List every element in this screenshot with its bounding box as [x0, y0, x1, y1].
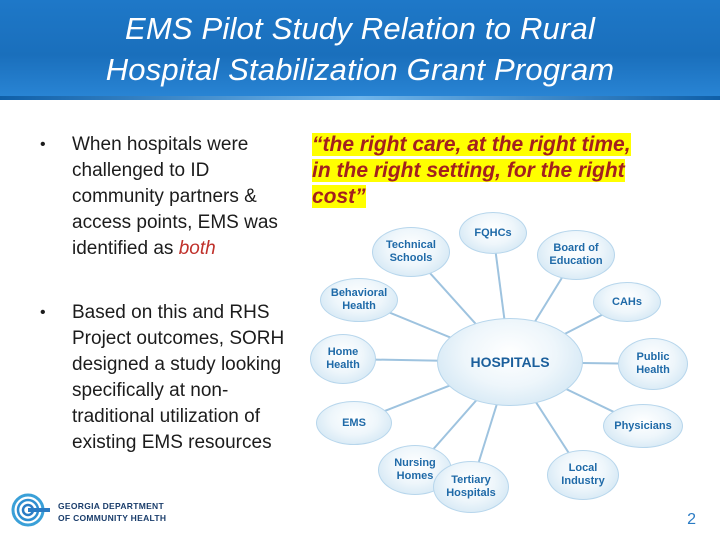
node-behavioral-health: Behavioral Health	[320, 278, 398, 322]
logo-text-line-2: OF COMMUNITY HEALTH	[58, 513, 167, 523]
node-ems: EMS	[316, 401, 392, 445]
quote-line-3: cost”	[312, 185, 366, 208]
node-hospitals: HOSPITALS	[437, 318, 583, 406]
department-logo	[10, 492, 180, 530]
bullet-list	[40, 132, 290, 456]
bullet-item-2-text: Based on this and RHS Project outcomes, SORH designed a study looking specifically at non-traditional utilization of existing EMS resources	[72, 302, 285, 453]
node-home-health: Home Health	[310, 334, 376, 384]
node-board-of-education: Board of Education	[537, 230, 615, 280]
logo-text-line-1: GEORGIA DEPARTMENT	[58, 501, 164, 511]
bullet-item-2	[40, 300, 290, 456]
bullet-item-1-emphasis: both	[178, 238, 216, 259]
node-nursing-homes: Nursing Homes	[378, 445, 452, 495]
node-tertiary-hospitals: Tertiary Hospitals	[433, 461, 509, 513]
slide-title-line-2: Hospital Stabilization Grant Program	[105, 52, 615, 87]
page-number: 2	[687, 511, 696, 528]
quote-line-2: in the right setting, for the right	[312, 159, 625, 182]
node-cahs: CAHs	[593, 282, 661, 322]
bullet-item-1-text: When hospitals were challenged to ID community partners & access points, EMS was identified as	[72, 134, 278, 259]
quote-line-1: “the right care, at the right time,	[312, 133, 631, 156]
spiral-logo-icon	[10, 492, 54, 528]
slide-title	[0, 8, 720, 90]
bullet-dot-icon: •	[40, 304, 46, 321]
hub-spoke-diagram	[300, 205, 720, 525]
quote	[312, 132, 692, 210]
node-local-industry: Local Industry	[547, 450, 619, 500]
node-public-health: Public Health	[618, 338, 688, 390]
title-bar	[0, 0, 720, 100]
node-technical-schools: Technical Schools	[372, 227, 450, 277]
node-fqhcs: FQHCs	[459, 212, 527, 254]
bullet-item-1	[40, 132, 290, 262]
slide-title-line-1: EMS Pilot Study Relation to Rural	[124, 11, 596, 46]
bullet-dot-icon: •	[40, 136, 46, 153]
node-physicians: Physicians	[603, 404, 683, 448]
